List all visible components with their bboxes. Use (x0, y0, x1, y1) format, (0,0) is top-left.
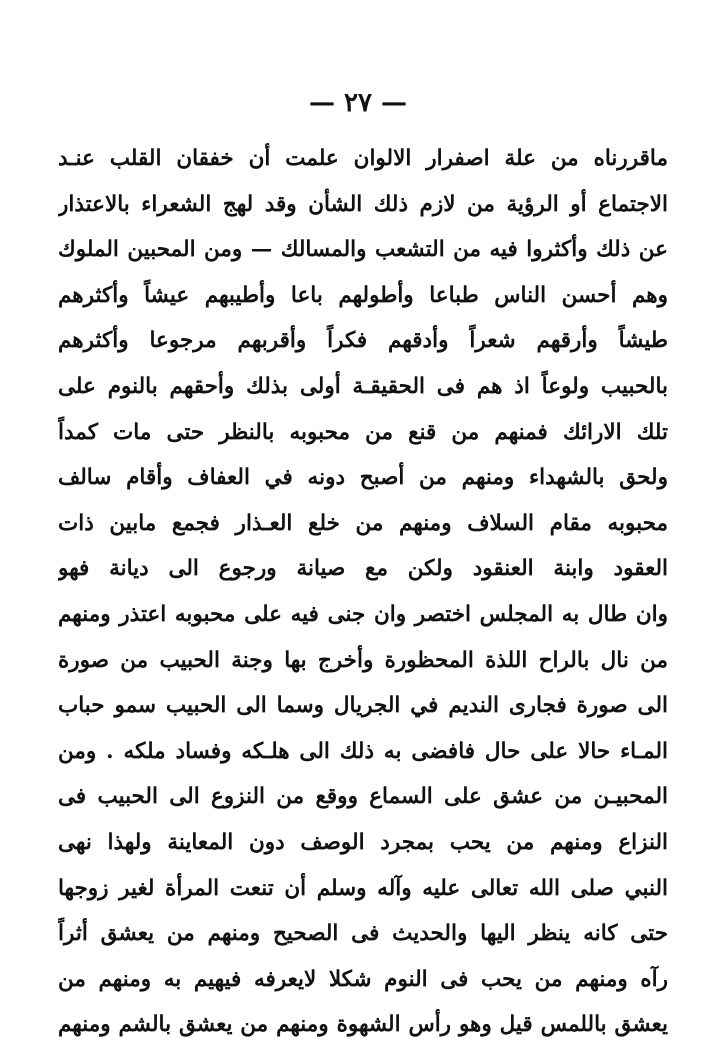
text-line: تلك الارائك فمنهم من قنع من محبوبه بالنظر حتى مات كمداً (58, 419, 668, 445)
text-line: العقود وابنة العنقود ولكن مع صيانة ورجوع الى ديانة فهو (58, 556, 668, 582)
page-number: — ٢٧ — (308, 88, 408, 118)
text-line: رآه ومنهم من يحب فى النوم شكلا لايعرفه فيهيم به ومنهم من (58, 966, 668, 992)
text-line: الى صورة فجارى النديم في الجريال وسما الى الحبيب سمو حباب (58, 693, 668, 719)
text-line: طيشاً وأرقهم شعراً وأدقهم فكراً وأقربهم مرجوعا وأكثرهم (58, 328, 668, 354)
text-line: الاجتماع أو الرؤية من لازم ذلك الشأن وقد لهج الشعراء بالاعتذار (58, 191, 668, 217)
text-line: من نال بالراح اللذة المحظورة وأخرج بها وجنة الحبيب من صورة (58, 647, 668, 673)
text-line: محبوبه مقام السلاف ومنهم من خلع العـذار فجمع مابين ذات (58, 510, 668, 536)
body-text (58, 136, 668, 1048)
text-line: وان طال به المجلس اختصر وان جنى فيه على محبوبه اعتذر ومنهم (58, 601, 668, 627)
text-line: المـاء حالا على حال فافضى به ذلك الى هلـكه وفساد ملكه . ومن (58, 738, 668, 764)
text-line: النبي صلى الله تعالى عليه وآله وسلم أن تنعت المرأة لغير زوجها (58, 875, 668, 901)
text-line: وهم أحسن الناس طباعا وأطولهم باعا وأطيبهم عيشاً وأكثرهم (58, 282, 668, 308)
text-line: ولحق بالشهداء ومنهم من أصبح دونه في العفاف وأقام سالف (58, 465, 668, 491)
text-line: عن ذلك وأكثروا فيه من التشعب والمسالك — ومن المحبين الملوك (58, 237, 668, 263)
text-line: النزاع ومنهم من يحب بمجرد الوصف دون المعاينة ولهذا نهى (58, 829, 668, 855)
text-line: حتى كانه ينظر اليها والحديث فى الصحيح ومنهم من يعشق أثراً (58, 921, 668, 947)
text-line: بالحبيب ولوعاً اذ هم فى الحقيقـة أولى بذلك وأحقهم بالنوم على (58, 373, 668, 399)
text-line: ماقررناه من علة اصفرار الالوان علمت أن خفقان القلب عنـد (58, 146, 668, 171)
text-line: يعشق باللمس قيل وهو رأس الشهوة ومنهم من يعشق بالشم ومنهم (58, 1012, 668, 1038)
text-line: المحبيـن من عشق على السماع ووقع من النزوع الى الحبيب فى (58, 784, 668, 810)
